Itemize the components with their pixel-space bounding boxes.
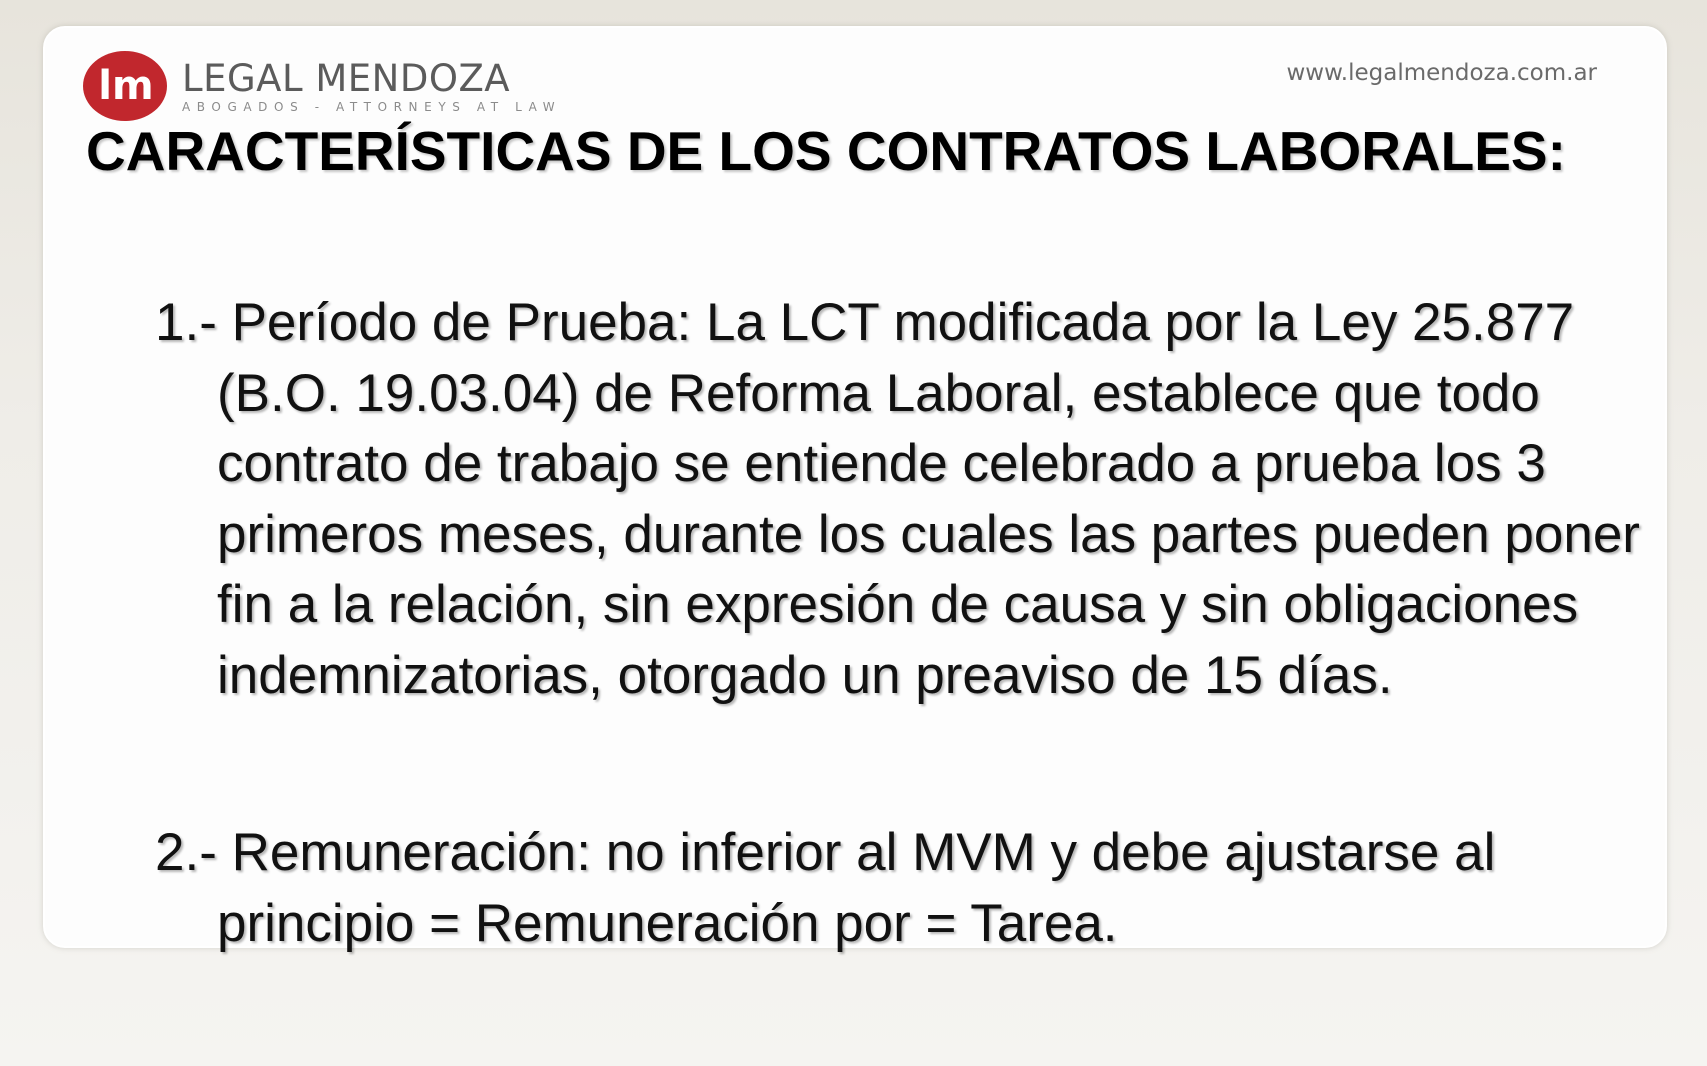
logo [82,50,561,122]
logo-tagline: ABOGADOS - ATTORNEYS AT LAW [182,99,562,114]
list-item-periodo-de-prueba: 1.- Período de Prueba: La LCT modificada por la Ley 25.877 (B.O. 19.03.04) de Reforma Laboral, establece que todo contrato de trabajo se entiende celebrado a prueba los 3 primeros meses, durante los cuales las partes pueden poner fin a la relación, sin expresión de causa y sin obligaciones indemnizatorias, otorgado un preaviso de 15 días. [155,293,1640,705]
slide-title: CARACTERÍSTICAS DE LOS CONTRATOS LABORALES: [86,120,1566,182]
website-url: www.legalmendoza.com.ar [1286,60,1597,86]
legal-mendoza-logo-icon [82,50,168,122]
logo-text [182,56,562,114]
item-list [155,288,1675,959]
logo-name: LEGAL MENDOZA [182,56,511,100]
list-item-remuneracion: 2.- Remuneración: no inferior al MVM y debe ajustarse al principio = Remuneración por = Tarea. [155,823,1496,953]
logo-monogram: lm [98,63,154,109]
